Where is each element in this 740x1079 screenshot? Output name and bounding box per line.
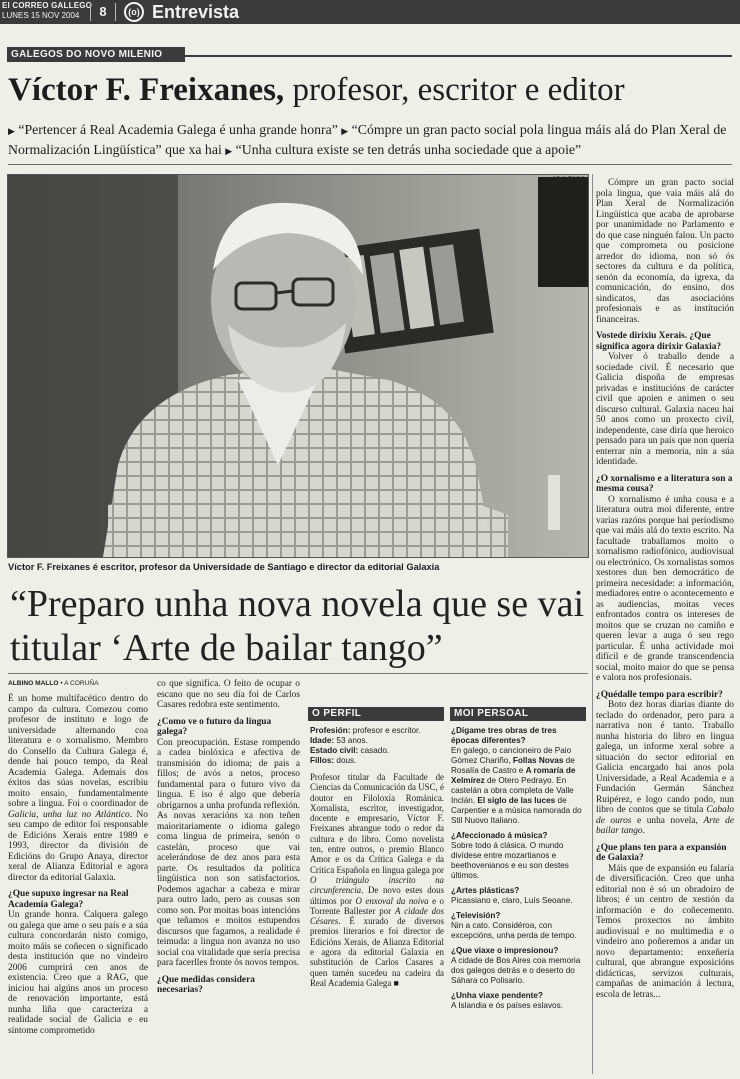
triangle-icon: ▶ <box>225 147 233 157</box>
article-column-1 <box>8 694 148 1036</box>
personal-question: ¿Unha viaxe pendente? <box>451 991 543 1000</box>
answer-paragraph: Máis que de expansión eu falaría de diversificación. Creo que unha editorial non é só un obradoiro de libros; é un centro de xestión da información e do coñecemento. Temos proxectos no ámbito audiovisual e no multimedia e o vindeiro ano poñeremos a andar un novo departamento: enxeñería cultural, que abrangue exposicións didácticas, servizos culturais, campañas de animación á lectura, escola de letras... <box>596 863 734 1000</box>
question-heading: ¿Que medidas considera necesarias? <box>157 974 255 995</box>
section-title: Entrevista <box>152 2 240 22</box>
answer-paragraph: Un grande honra. Calquera galego ou galega que ame o seu país e a súa cultura concordarán nisto comigo, moito máis se coñecen o significado desta institución que no vindeiro 2006 cumprirá cen anos de existencia. Creo que a RAG, que iniciou hai algúns anos un proceso de renovación importante, está nunha liña que caracteriza a realidade social de Galicia e eu síntome comprometido <box>8 910 148 1036</box>
question-heading: ¿Quédalle tempo para escribir? <box>596 689 723 700</box>
end-mark-icon: ■ <box>393 977 399 988</box>
profile-box-header: O PERFIL <box>308 707 444 721</box>
section-logo-icon: (o) <box>124 2 144 22</box>
summary-quote-2: “Cómpre un gran pacto social pola lingua máis alá do Plan Xeral de Normalización Lingüística” que xa hai <box>8 122 727 157</box>
issue-date: LUNES 15 NOV 2004 <box>2 11 80 20</box>
personal-question: ¿Afeccionado á música? <box>451 831 548 840</box>
article-column-right <box>596 178 734 1000</box>
byline <box>8 679 99 688</box>
kicker-rule <box>185 55 732 57</box>
question-heading: ¿O xornalismo e a literatura son a mesma cousa? <box>596 473 733 494</box>
question-heading: ¿Que supuxo ingresar na Real Academia Galega? <box>8 889 129 910</box>
personal-question: ¿Dígame tres obras de tres épocas diferentes? <box>451 726 557 745</box>
personal-question: ¿Artes plásticas? <box>451 886 520 895</box>
personal-box <box>451 726 587 1011</box>
triangle-icon: ▶ <box>341 127 349 137</box>
newspaper-name: El CORREO GALLEGO <box>2 1 93 10</box>
personal-question: ¿Que viaxe o impresionou? <box>451 946 559 955</box>
portrait-photo <box>7 174 589 558</box>
answer-paragraph: Con preocupación. Estase rompendo a cadea biolóxica e afectiva de transmisión do idioma; de pais a fillos; de avós a netos, proceso fundamental para o futuro vivo da lingua. E iso é algo que debería obrigarnos a unha profunda reflexión. As novas xeracións xa non teñen maioritariamente o idioma galego coma lingua de primeira, senón o castelán, proceso que vai acelerándose de dez anos para esta parte. Os resultados da política lingüística non son satisfactorios. Podemos agachar a cabeza e mirar para outro lado, pero as cousas son como son. Por moitas boas intencións que teñamos e moitos estupendos discursos que fagamos, a realidade é teimuda: a lingua non avanza no uso social coa vitalidade que sería precisa para facerlles fronte ós novos tempos. <box>157 737 300 968</box>
byline-place: • A CORUÑA <box>58 680 99 687</box>
answer-paragraph: Volver ó traballo dende a sociedade civil. É necesario que Galicia dispoña de empresas privadas e institucións de carácter civil que apoien e animen o seu discurso cultural. Galaxia naceu hai 50 anos como un proxecto civil, independente, case diría que heroico pensado para un país que non quería enterrar nin a memoria, nin a súa identidade. <box>596 352 734 467</box>
answer-paragraph: co que significa. O feito de ocupar o escano que no seu día foi de Carlos Casares redobra este sentimento. <box>157 679 300 710</box>
divider <box>8 673 588 674</box>
question-heading: ¿Como ve o futuro da lingua galega? <box>157 716 272 737</box>
profile-box <box>310 726 444 988</box>
summary-quote-1: “Pertencer á Real Academia Galega é unha grande honra” <box>18 122 338 137</box>
question-heading: ¿Que plans ten para a expansión de Galaxia? <box>596 842 727 863</box>
personal-box-header: MOI PERSOAL <box>450 707 586 721</box>
personal-answer: En galego, o cancioneiro de Paio Gómez Chariño, Follas Novas de Rosalía de Castro e A romaría de Xelmírez de Otero Pedrayo. En castelán a obra completa de Valle Inclán, El siglo de las luces de Carpentier e a música namorada do Stil Nuovo Italiano. <box>451 746 582 825</box>
intro-paragraph: É un home multifacético dentro do campo da cultura. Comezou como profesor de instituto e logo de universidade alternando coa literatura e o xornalismo. Membro do Consello da Cultura Galega é, dende hai pouco tempo, da Real Academia Galega. Ademais dos éxitos das súas novelas, escribiu moito ensaio, fundamentalmente sobre a lingua. Foi o coordinador de Galicia, unha luz no Atlántico. No seu campo de editor foi responsable de Edicións Xerais entre 1989 e 1993, director da división de Edicións do Grupo Anaya, director xeral de Alianza Editorial e agora director da editorial Galaxia. <box>8 694 148 883</box>
profile-facts: Profesión: profesor e escritor. Idade: 53 anos. Estado civil: casado. Fillos: dous. <box>310 726 421 765</box>
personal-question: ¿Televisión? <box>451 911 501 920</box>
personal-answer: Sobre todo á clásica. O mundo divídese entre mozartianos e beethovenianos e eu son destes últimos. <box>451 841 569 880</box>
personal-answer: A Islandia e ós países eslavos. <box>451 1001 563 1010</box>
headline <box>8 70 732 110</box>
column-divider <box>592 174 593 1074</box>
pull-quote: “Preparo unha nova novela que se vai titular ‘Arte de bailar tango” <box>10 583 585 669</box>
quote-summary <box>8 121 732 161</box>
divider <box>8 164 732 165</box>
answer-paragraph: Boto dez horas diarias diante do teclado do ordenador, pero para a narrativa non é tanto. Traballo nunha historia do libro en lingua galega, un informe xeral sobre a situación do sector editorial en Galicia encargado hai anos pola Universidade, a Real Academia e a Fundación Germán Sánchez Ruipérez, e logo cando podo, nun libro de contos que se titula Cabalo de ouros e unha novela, Arte de bailar tango. <box>596 700 734 836</box>
personal-answer: Nin a cato. Considéroa, con excepcións, unha perda de tempo. <box>451 921 577 940</box>
summary-quote-3: “Unha cultura existe se ten detrás unha sociedade que a apoie” <box>235 142 582 157</box>
answer-paragraph: O xornalismo é unha cousa e a literatura outra moi diferente, entre varias razóns porque hai periodismo que vai máis alá do texto escrito. Na facultade traballamos moito o xornalismo radiofónico, audiovisual ou electrónico. Os xornalistas somos xestores dun ben democrático de primeira necesidade: a información, mediadores entre o acontecemento e as audiencias, moitas veces enfrontados contra os intereses de moitos que se cruzan no camiño e queren levar a auga ó seu rego particular. É unha actividade moi difícil e de grande transcendencia social, moito maior do que se pensa e valora nos profesionais. <box>596 494 734 683</box>
article-column-2 <box>157 679 300 996</box>
headline-name: Víctor F. Freixanes, <box>8 72 285 108</box>
answer-paragraph: Cómpre un gran pacto social pola lingua, que vaia máis alá do Plan Xeral de Normalización Lingüística que acaba de aprobarse por unanimidade no Parlamento e do que case ninguén falou. Un pacto que comprometa ou posicione arredor do idioma, non só ós sectores da cultura e da política, senón da economía, da igrexa, da comunicación, do ensino, dos sindicatos, das asociacións profesionais e as institución financeiras. <box>596 178 734 325</box>
byline-author: ALBINO MALLO <box>8 680 59 687</box>
photo-caption: Víctor F. Freixanes é escritor, profesor da Universidade de Santiago e director da editorial Galaxia <box>8 562 440 572</box>
series-kicker: GALEGOS DO NOVO MILENIO <box>7 47 185 62</box>
question-heading: Vostede dirixiu Xerais. ¿Que significa agora dirixir Galaxia? <box>596 331 722 352</box>
headline-role: profesor, escritor e editor <box>284 72 625 108</box>
triangle-icon: ▶ <box>8 127 15 137</box>
page-number: 8 <box>90 3 116 21</box>
masthead <box>0 0 740 24</box>
personal-answer: Picassiano e, claro, Luís Seoane. <box>451 896 573 905</box>
personal-answer: A cidade de Bos Aires coa memoria dos galegos detrás e o deserto do Sáhara co Polisario. <box>451 956 581 985</box>
profile-bio: Profesor titular da Facultade de Ciencias da Comunicación da USC, é doutor en Filoloxía Románica. Xornalista, escritor, investigador, docente e empresario, Víctor F. Freixanes abrangue todo o redor da cultura e do libro. Como novelista ten, entre outros, o premio Blanco Amor e os da Crítica Galega e da Crítica Española en lingua galega por O triángulo inscrito na circunferencia. De novo estes dous últimos por O enxoval da noiva e o Torrente Ballester por A cidade dos Césares. É xurado de diversos premios literarios e foi director de Edicións Xerais, de Alianza Editorial e agora da editorial Galaxia en substitución de Carlos Casares a quen tamén sucedeu na cadeira da Real Academia Galega ■ <box>310 772 444 988</box>
photo-credit: CRIS TORO <box>552 177 586 183</box>
